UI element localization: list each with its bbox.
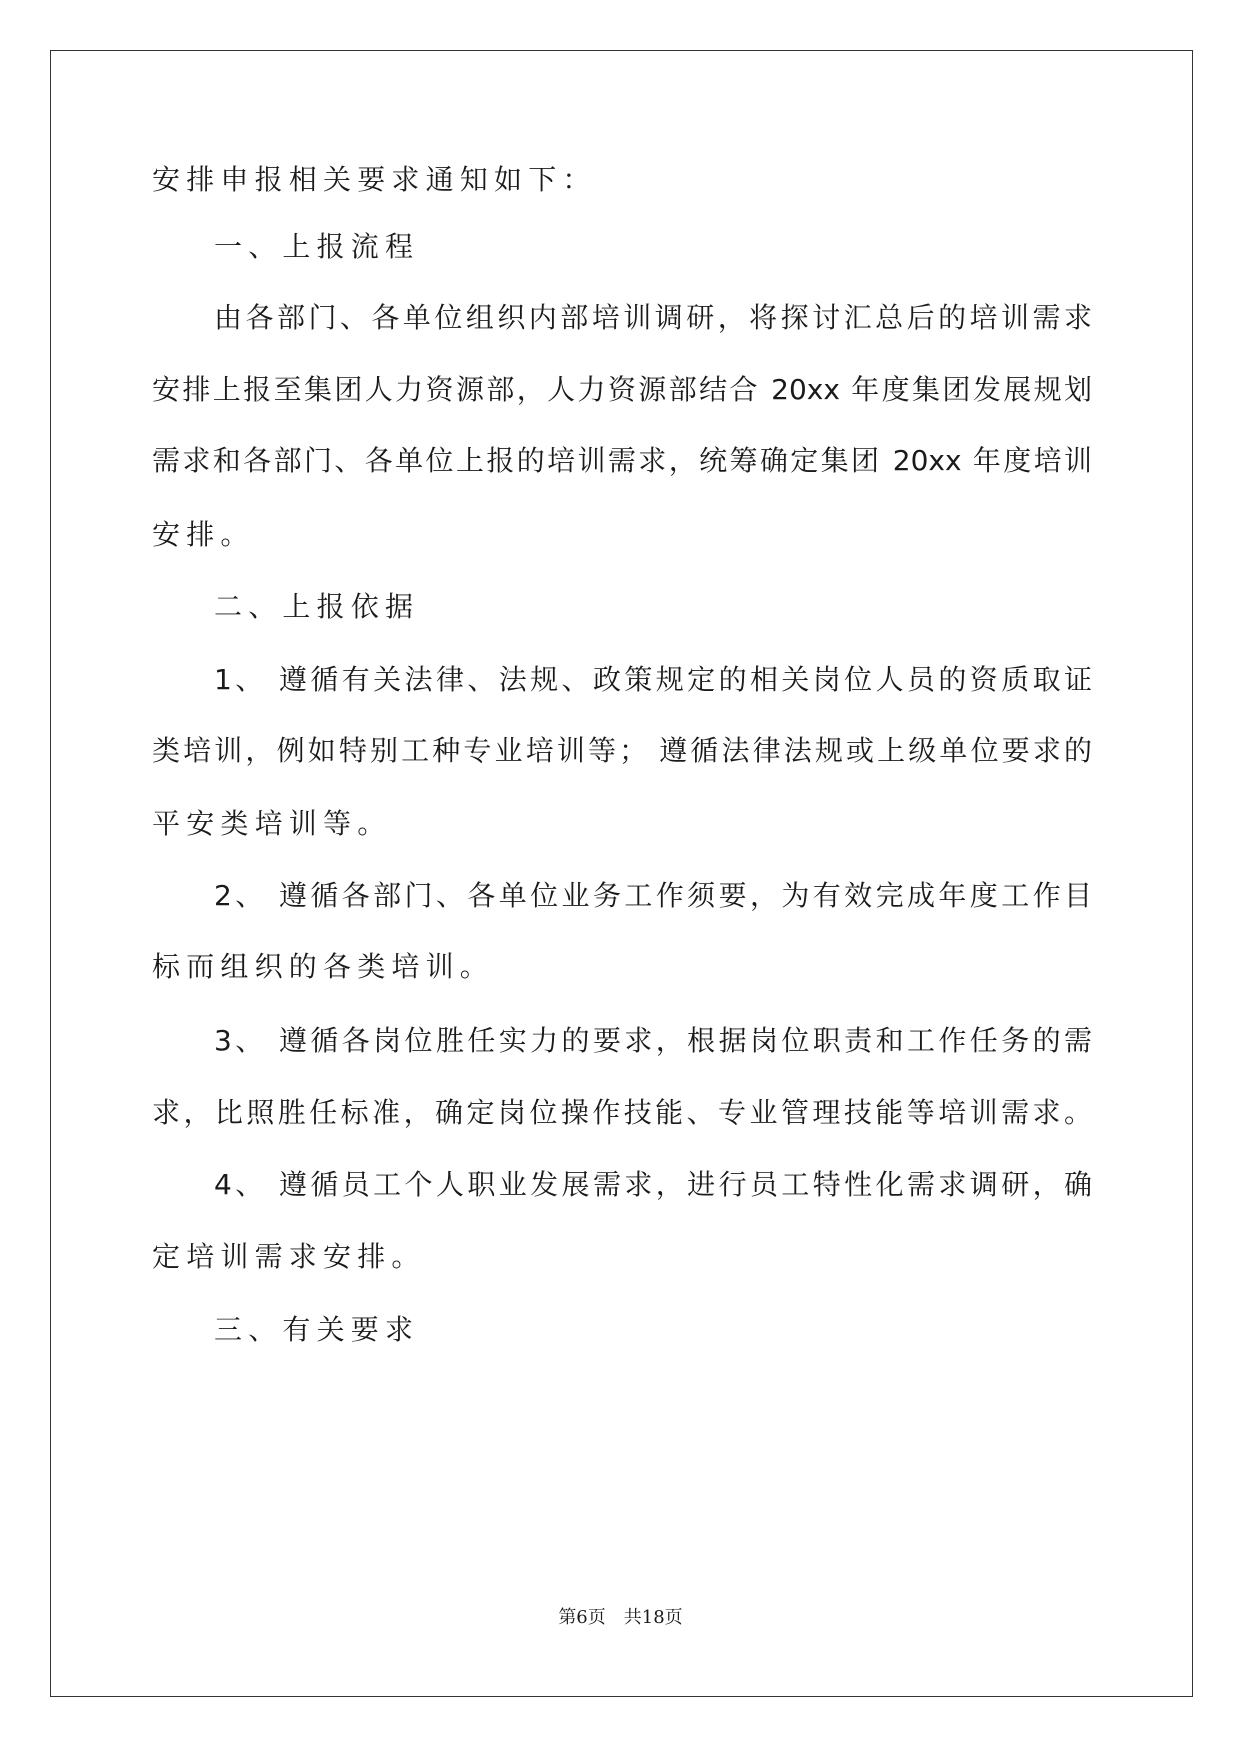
section-heading-2: 二、上报依据 <box>214 590 420 623</box>
paragraph-line: 求，比照胜任标准，确定岗位操作技能、专业管理技能等培训需求。 <box>152 1096 1092 1129</box>
section-heading-1: 一、上报流程 <box>214 230 420 263</box>
page-number-footer: 第6页 共18页 <box>558 1607 683 1628</box>
paragraph-line: 由各部门、各单位组织内部培训调研，将探讨汇总后的培训需求 <box>214 301 1092 334</box>
section-heading-3: 三、有关要求 <box>214 1313 420 1346</box>
paragraph-line: 标而组织的各类培训。 <box>152 950 495 983</box>
paragraph-line: 需求和各部门、各单位上报的培训需求，统筹确定集团 20xx 年度培训 <box>152 444 1092 477</box>
paragraph-line: 定培训需求安排。 <box>152 1240 426 1273</box>
paragraph-line: 平安类培训等。 <box>152 807 392 840</box>
list-item-1: 1、 遵循有关法律、法规、政策规定的相关岗位人员的资质取证 <box>214 663 1092 696</box>
paragraph-line: 安排。 <box>152 518 255 551</box>
list-item-3: 3、 遵循各岗位胜任实力的要求，根据岗位职责和工作任务的需 <box>214 1024 1092 1057</box>
list-item-4: 4、 遵循员工个人职业发展需求，进行员工特性化需求调研，确 <box>214 1168 1092 1201</box>
paragraph-line: 安排上报至集团人力资源部，人力资源部结合 20xx 年度集团发展规划 <box>152 373 1092 406</box>
list-item-2: 2、 遵循各部门、各单位业务工作须要，为有效完成年度工作目 <box>214 879 1092 912</box>
paragraph-intro: 安排申报相关要求通知如下： <box>152 163 597 196</box>
paragraph-line: 类培训，例如特别工种专业培训等； 遵循法律法规或上级单位要求的 <box>152 734 1092 767</box>
